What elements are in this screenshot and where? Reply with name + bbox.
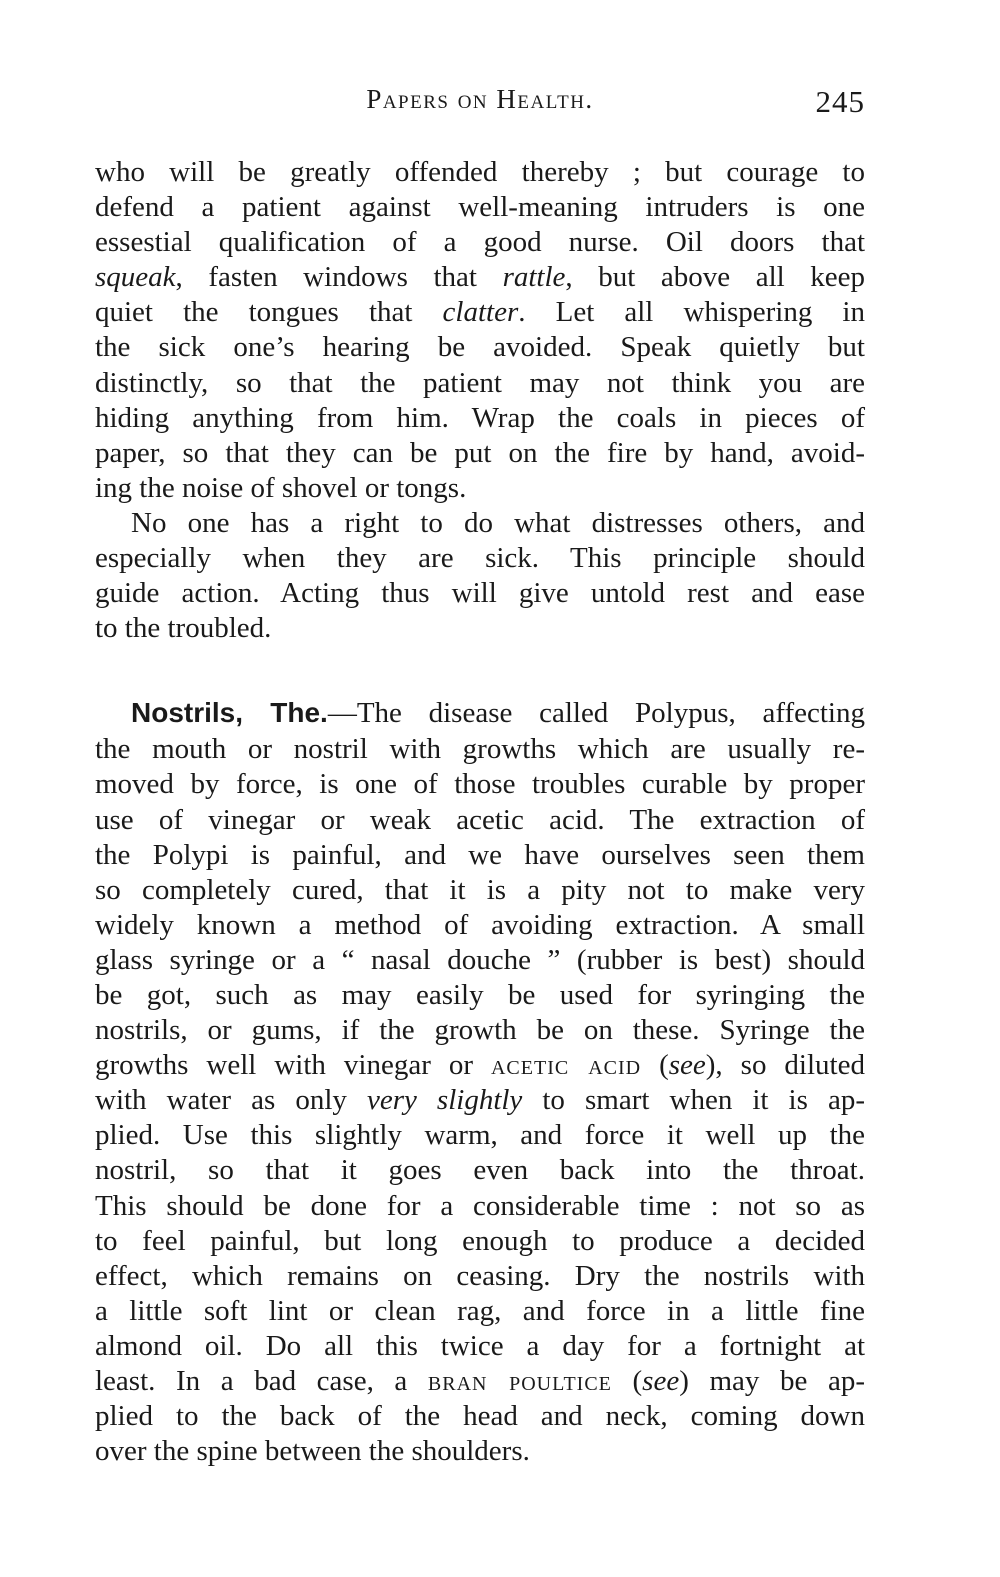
entry-heading: Nostrils, The. <box>131 697 328 729</box>
text-run: ( <box>641 1049 669 1082</box>
text-line <box>95 1083 865 1118</box>
see-reference: see <box>642 1365 680 1397</box>
text-line: to the troubled. <box>95 612 272 645</box>
text-line: moved by force, is one of those troubles curable by proper <box>95 768 865 801</box>
text-line: hiding anything from him. Wrap the coals in pieces of <box>95 401 865 434</box>
text-line: who will be greatly offended thereby ; but courage to <box>95 156 865 188</box>
body-text <box>95 155 865 1469</box>
text-line: widely known a method of avoiding extraction. A small <box>95 908 865 941</box>
text-line: plied. Use this slightly warm, and force it well up the <box>95 1119 865 1152</box>
text-line: glass syringe or a “ nasal douche ” (rubber is best) should <box>95 943 865 976</box>
text-line: nostrils, or gums, if the growth be on these. Syringe the <box>95 1014 865 1047</box>
cross-reference: bran poultice <box>427 1365 612 1397</box>
italic-word: clatter <box>442 296 519 329</box>
text-line: plied to the back of the head and neck, coming down <box>95 1400 865 1433</box>
text-line: use of vinegar or weak acetic acid. The extraction of <box>95 803 865 836</box>
text-run: least. In a bad case, a <box>95 1365 428 1397</box>
text-run: —The disease called Polypus, affecting <box>327 697 865 730</box>
running-head <box>95 84 865 128</box>
text-line: essestial qualification of a good nurse. Oil doors that <box>95 226 865 259</box>
text-run: with water as only <box>95 1084 367 1117</box>
text-line: No one has a right to do what distresses others, and <box>131 506 865 539</box>
text-line: be got, such as may easily be used for syringing the <box>95 978 865 1011</box>
text-line: defend a patient against well-meaning intruders is one <box>95 191 865 224</box>
text-line: to feel painful, but long enough to produce a decided <box>95 1224 865 1257</box>
text-line: nostril, so that it goes even back into the throat. <box>95 1154 865 1187</box>
section-gap <box>95 646 865 694</box>
text-run: ) may be ap- <box>679 1365 865 1397</box>
italic-phrase: very slightly <box>366 1084 523 1117</box>
see-reference: see <box>668 1049 706 1082</box>
text-line: distinctly, so that the patient may not think you are <box>95 366 865 399</box>
italic-word: rattle <box>502 261 566 294</box>
text-line: especially when they are sick. This principle should <box>95 542 865 575</box>
page-number: 245 <box>815 84 865 119</box>
text-run: quiet the tongues that <box>95 296 443 329</box>
text-line: effect, which remains on ceasing. Dry the nostrils with <box>95 1259 865 1292</box>
running-title: Papers on Health. <box>366 84 594 114</box>
text-line: the mouth or nostril with growths which are usually re- <box>95 733 865 766</box>
text-line: over the spine between the shoulders. <box>95 1435 530 1468</box>
text-line: paper, so that they can be put on the fire by hand, avoid- <box>95 436 865 469</box>
text-line: the Polypi is painful, and we have ourselves seen them <box>95 838 865 871</box>
text-run: ), so diluted <box>705 1049 865 1082</box>
cross-reference: acetic acid <box>490 1049 642 1082</box>
text-run: , fasten windows that <box>175 261 503 294</box>
text-line: so completely cured, that it is a pity not to make very <box>95 873 865 906</box>
text-line <box>95 1048 865 1083</box>
italic-word: squeak <box>95 261 176 294</box>
text-line <box>95 295 865 330</box>
text-line: a little soft lint or clean rag, and force in a little fine <box>95 1294 865 1327</box>
text-run: ( <box>611 1365 643 1397</box>
text-line: This should be done for a considerable time : not so as <box>95 1189 865 1222</box>
text-line: guide action. Acting thus will give untold rest and ease <box>95 577 865 610</box>
text-line <box>95 260 865 295</box>
text-line: ing the noise of shovel or tongs. <box>95 471 467 504</box>
text-run: to smart when it is ap- <box>522 1084 865 1117</box>
text-run: growths well with vinegar or <box>95 1049 491 1082</box>
text-run: , but above all keep <box>565 261 865 294</box>
text-line: the sick one’s hearing be avoided. Speak quietly but <box>95 331 865 364</box>
entry-first-line <box>95 694 865 732</box>
text-line <box>95 1364 865 1399</box>
text-line: almond oil. Do all this twice a day for a fortnight at <box>95 1329 865 1362</box>
text-run: . Let all whispering in <box>518 296 865 329</box>
